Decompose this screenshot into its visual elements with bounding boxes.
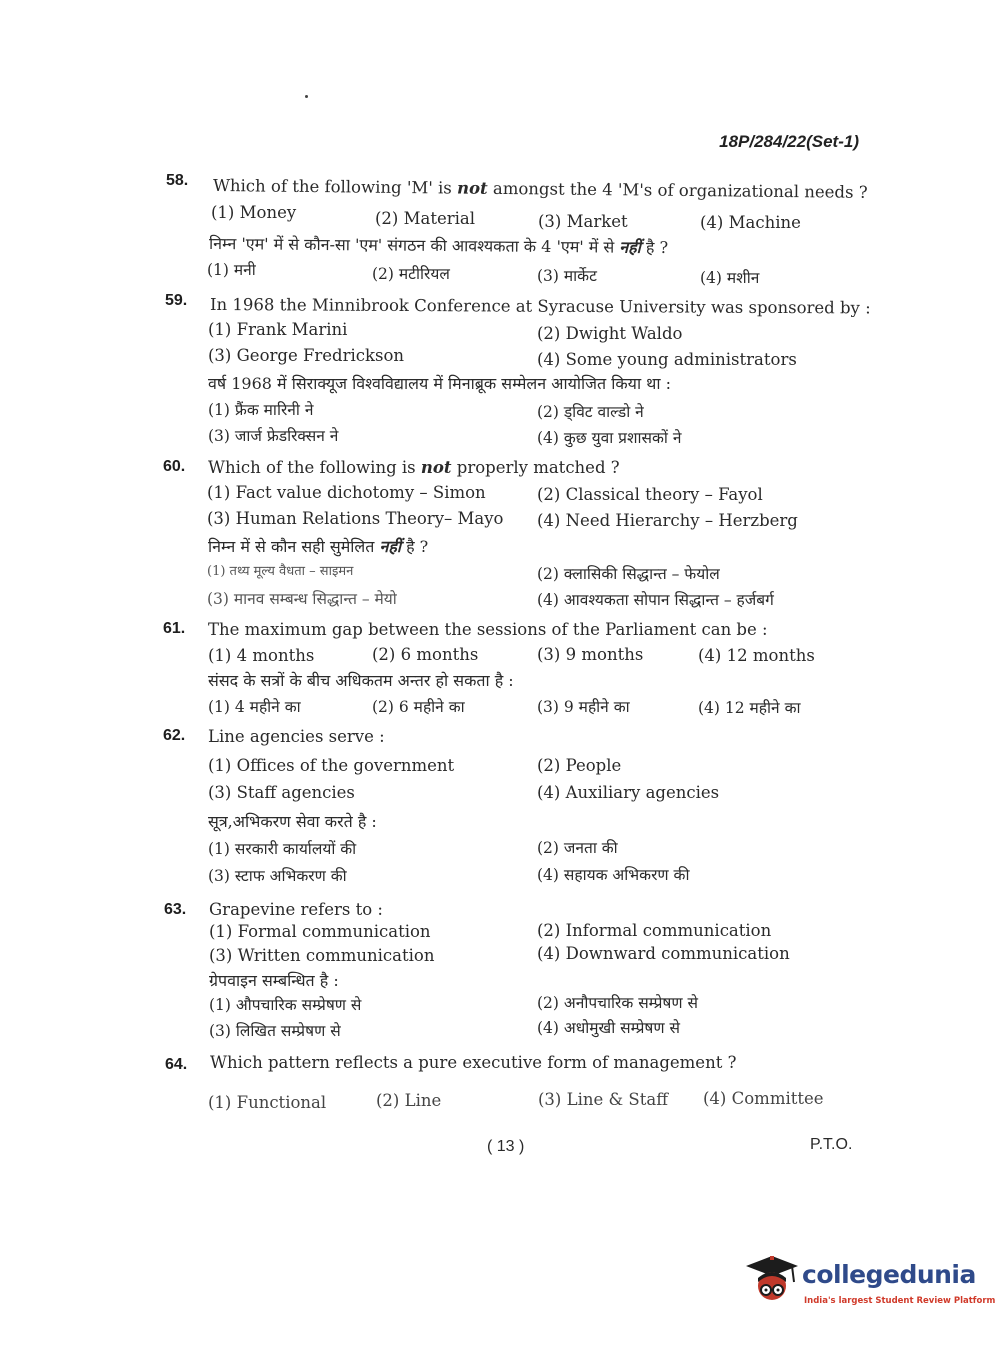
option-en-2[interactable]: (2) Line — [376, 1091, 442, 1110]
option-hi-3[interactable]: (3) मानव सम्बन्ध सिद्धान्त – मेयो — [207, 590, 397, 608]
question-text-hi: सूत्र,अभिकरण सेवा करते है : — [208, 812, 377, 831]
option-hi-1[interactable]: (1) फ्रैंक मारिनी ने — [208, 401, 314, 419]
option-hi-1[interactable]: (1) 4 महीने का — [208, 698, 301, 716]
option-hi-3[interactable]: (3) स्टाफ अभिकरण की — [208, 867, 347, 885]
option-en-1[interactable]: (1) Functional — [208, 1093, 327, 1112]
question-text-hi: संसद के सत्रों के बीच अधिकतम अन्तर हो सकता है : — [208, 671, 514, 690]
option-en-4[interactable]: (4) Auxiliary agencies — [537, 783, 720, 802]
question-number: 64. — [165, 1056, 188, 1073]
option-hi-4[interactable]: (4) सहायक अभिकरण की — [537, 866, 690, 884]
collegedunia-watermark — [742, 1252, 996, 1312]
question-text-en: Which pattern reflects a pure executive form of management ? — [210, 1053, 737, 1072]
option-en-1[interactable]: (1) 4 months — [208, 646, 315, 665]
paper-code: 18P/284/22(Set-1) — [719, 132, 859, 151]
question-number: 63. — [164, 901, 187, 918]
option-en-3[interactable]: (3) 9 months — [537, 645, 644, 664]
stray-dot — [305, 95, 308, 98]
option-en-1[interactable]: (1) Frank Marini — [208, 320, 348, 339]
option-hi-3[interactable]: (3) मार्केट — [537, 267, 597, 285]
option-hi-2[interactable]: (2) क्लासिकी सिद्धान्त – फेयोल — [537, 565, 720, 583]
option-hi-4[interactable]: (4) अधोमुखी सम्प्रेषण से — [537, 1019, 680, 1037]
option-en-4[interactable]: (4) Machine — [700, 213, 801, 232]
option-en-2[interactable]: (2) People — [537, 756, 622, 775]
option-en-3[interactable]: (3) Staff agencies — [208, 783, 355, 802]
question-text-en: In 1968 the Minnibrook Conference at Syracuse University was sponsored by : — [209, 295, 871, 318]
option-en-4[interactable]: (4) Some young administrators — [537, 350, 797, 369]
brand-tagline: India's largest Student Review Platform — [804, 1296, 996, 1306]
option-hi-4[interactable]: (4) 12 महीने का — [698, 699, 801, 717]
option-en-2[interactable]: (2) 6 months — [372, 645, 479, 664]
question-number: 61. — [163, 620, 186, 637]
option-hi-1[interactable]: (1) औपचारिक सम्प्रेषण से — [209, 996, 362, 1014]
option-en-1[interactable]: (1) Formal communication — [209, 922, 431, 941]
option-hi-2[interactable]: (2) 6 महीने का — [372, 698, 465, 716]
option-en-2[interactable]: (2) Informal communication — [537, 921, 772, 940]
option-en-1[interactable]: (1) Money — [211, 203, 297, 222]
option-en-3[interactable]: (3) Human Relations Theory– Mayo — [207, 509, 504, 528]
option-en-4[interactable]: (4) Downward communication — [537, 944, 790, 963]
option-en-4[interactable]: (4) Committee — [703, 1089, 824, 1108]
option-hi-2[interactable]: (2) ड्विट वाल्डो ने — [537, 403, 644, 421]
question-number: 58. — [166, 172, 189, 189]
question-text-en: Which of the following 'M' is not amongst the 4 'M's of organizational needs ? — [212, 176, 868, 202]
option-hi-4[interactable]: (4) कुछ युवा प्रशासकों ने — [537, 429, 682, 447]
option-hi-1[interactable]: (1) मनी — [207, 261, 256, 279]
option-hi-4[interactable]: (4) मशीन — [700, 269, 760, 287]
question-text-en: Which of the following is not properly matched ? — [208, 458, 620, 477]
page-number: ( 13 ) — [487, 1138, 525, 1155]
question-text-hi: ग्रेपवाइन सम्बन्धित है : — [209, 971, 339, 990]
option-en-2[interactable]: (2) Dwight Waldo — [537, 324, 683, 343]
graduate-mascot-icon — [742, 1252, 800, 1310]
question-number: 60. — [163, 458, 186, 475]
option-hi-3[interactable]: (3) लिखित सम्प्रेषण से — [209, 1022, 341, 1040]
question-text-en: Line agencies serve : — [208, 727, 385, 746]
option-en-2[interactable]: (2) Material — [375, 209, 476, 228]
option-en-4[interactable]: (4) Need Hierarchy – Herzberg — [537, 511, 798, 530]
option-hi-3[interactable]: (3) 9 महीने का — [537, 698, 630, 716]
option-en-3[interactable]: (3) George Fredrickson — [208, 346, 405, 365]
question-text-en: Grapevine refers to : — [209, 900, 383, 919]
option-hi-4[interactable]: (4) आवश्यकता सोपान सिद्धान्त – हर्जबर्ग — [537, 591, 774, 609]
option-hi-2[interactable]: (2) जनता की — [537, 839, 618, 857]
option-hi-3[interactable]: (3) जार्ज फ्रेडरिक्सन ने — [208, 427, 339, 445]
question-text-hi: निम्न 'एम' में से कौन-सा 'एम' संगठन की आवश्यकता के 4 'एम' में से नहीं है ? — [208, 234, 669, 258]
option-hi-2[interactable]: (2) अनौपचारिक सम्प्रेषण से — [537, 994, 699, 1012]
option-en-3[interactable]: (3) Written communication — [209, 946, 435, 965]
brand-name: collegedunia — [802, 1260, 976, 1289]
question-number: 59. — [165, 292, 188, 309]
option-en-2[interactable]: (2) Classical theory – Fayol — [537, 485, 763, 504]
question-text-en: The maximum gap between the sessions of the Parliament can be : — [208, 620, 768, 639]
option-en-4[interactable]: (4) 12 months — [698, 646, 815, 665]
option-en-3[interactable]: (3) Market — [538, 212, 628, 231]
question-text-hi: निम्न में से कौन सही सुमेलित नहीं है ? — [208, 537, 429, 556]
pto-label: P.T.O. — [810, 1136, 853, 1153]
question-number: 62. — [163, 727, 186, 744]
option-en-1[interactable]: (1) Fact value dichotomy – Simon — [207, 483, 486, 502]
option-en-1[interactable]: (1) Offices of the government — [208, 756, 455, 775]
option-hi-1[interactable]: (1) सरकारी कार्यालयों की — [208, 840, 357, 858]
option-hi-1[interactable]: (1) तथ्य मूल्य वैधता – साइमन — [207, 564, 354, 579]
option-hi-2[interactable]: (2) मटीरियल — [372, 265, 450, 283]
option-en-3[interactable]: (3) Line & Staff — [538, 1090, 668, 1109]
question-text-hi: वर्ष 1968 में सिराक्यूज विश्वविद्यालय में मिनाब्रूक सम्मेलन आयोजित किया था : — [208, 374, 672, 393]
